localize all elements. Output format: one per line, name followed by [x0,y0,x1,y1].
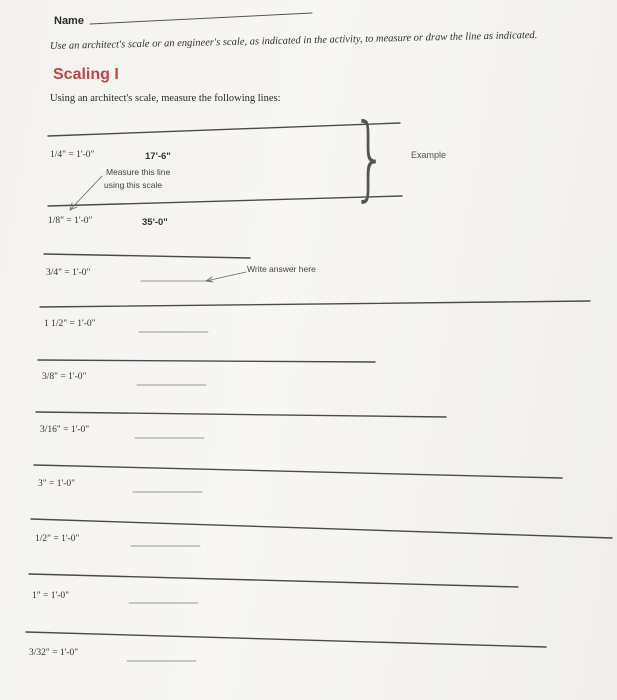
problem-line-8 [26,632,546,647]
example-measure-line [48,196,402,206]
problem-8-scale: 1" = 1'-0" [32,591,69,601]
name-underline [90,13,312,24]
example-note-line1: Measure this line [106,167,171,177]
problem-line-5 [34,465,562,478]
problem-2-scale: 3/4" = 1'-0" [46,268,91,278]
problem-7-scale: 1/2" = 1'-0" [35,534,80,544]
example-note-line2: using this scale [104,180,163,190]
example-brace-icon: } [352,104,388,211]
problem-line-3 [38,360,375,362]
section-title: Scaling I [53,66,119,83]
problem-line-7 [29,574,518,587]
problem-5-scale: 3/16" = 1'-0" [40,425,90,435]
example-line-top [48,123,400,136]
problem-3-scale: 1 1/2" = 1'-0" [44,319,96,329]
problem-line-6 [31,519,612,538]
example-scale: 1/4" = 1'-0" [50,150,95,160]
problem-9-scale: 3/32" = 1'-0" [29,648,79,658]
section-subtitle: Using an architect's scale, measure the following lines: [50,93,281,104]
problem-line-1 [44,254,250,258]
problem-6-scale: 3" = 1'-0" [38,479,75,489]
name-label: Name [54,15,84,27]
example-answer: 17'-6" [145,151,171,162]
write-answer-note: Write answer here [247,264,316,274]
problem-line-4 [36,412,446,417]
problem-line-2 [40,301,590,307]
problem-1-answer: 35'-0" [142,217,168,228]
example-label: Example [411,150,447,160]
problem-4-scale: 3/8" = 1'-0" [42,372,87,382]
problem-1-scale: 1/8" = 1'-0" [48,216,93,226]
write-answer-arrow-shaft [206,272,246,281]
instructions-text: Use an architect's scale or an engineer's scale, as indicated in the activity, to measure or draw the line as indicated. [49,29,538,52]
